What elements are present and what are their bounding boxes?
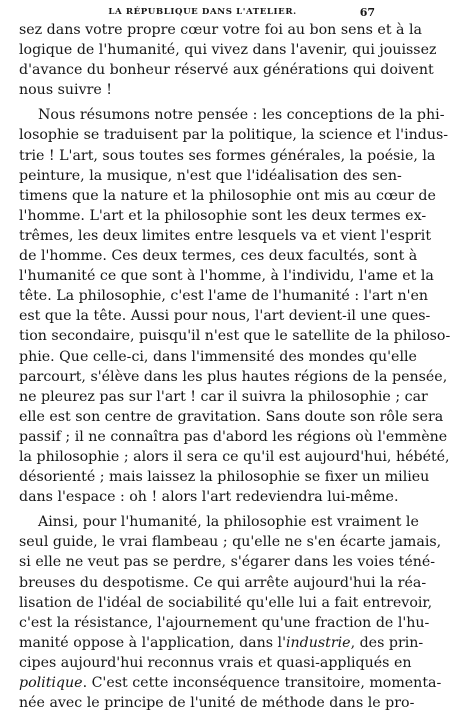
italic-term: industrie bbox=[285, 634, 351, 651]
text-line: Ainsi, pour l'humanité, la philosophie est vraiment le bbox=[38, 514, 419, 531]
text-line: tion secondaire, puisqu'il n'est que le satellite de la philoso- bbox=[19, 328, 450, 345]
text-run: , des prin- bbox=[350, 634, 424, 651]
text-line: tête. La philosophie, c'est l'ame de l'humanité : l'art n'en bbox=[19, 288, 429, 305]
text-line: est que la tête. Aussi pour nous, l'art devient-il une ques- bbox=[19, 308, 431, 325]
italic-term: politique bbox=[19, 675, 83, 691]
text-line: parcourt, s'élève dans les plus hautes régions de la pensée, bbox=[19, 368, 448, 385]
page-number: 67 bbox=[359, 6, 375, 19]
text-line: passif ; il ne connaîtra pas d'abord les régions où l'emmène bbox=[19, 428, 448, 445]
text-line: trie ! L'art, sous toutes ses formes générales, la poésie, la bbox=[19, 147, 436, 164]
text-line: cipes aujourd'hui reconnus vrais et quasi-appliqués en bbox=[19, 654, 412, 671]
text-line: dans l'espace : oh ! alors l'art redeviendra lui-même. bbox=[19, 489, 399, 506]
text-line: elle est son centre de gravitation. Sans doute son rôle sera bbox=[19, 408, 444, 425]
text-line bbox=[19, 633, 424, 653]
text-run: manité oppose à l'application, dans l' bbox=[19, 634, 286, 651]
text-line: c'est la résistance, l'ajournement qu'une fraction de l'hu- bbox=[19, 614, 430, 631]
text-line: losophie se traduisent par la politique, la science et l'indus- bbox=[19, 127, 449, 144]
text-line: si elle ne veut pas se perdre, s'égarer dans les voies téné- bbox=[19, 554, 436, 571]
text-line: nous suivre ! bbox=[19, 82, 112, 99]
text-line: lisation de l'idéal de sociabilité qu'elle lui a fait entrevoir, bbox=[19, 594, 433, 611]
text-line bbox=[19, 673, 442, 693]
text-line: d'avance du bonheur réservé aux générations qui doivent bbox=[19, 62, 434, 79]
text-line: timens que la nature et la philosophie ont mis au cœur de bbox=[19, 187, 436, 204]
text-line: de l'homme. Ces deux termes, ces deux facultés, sont à bbox=[19, 248, 418, 265]
text-line: seul guide, le vrai flambeau ; qu'elle ne s'en écarte jamais, bbox=[19, 534, 442, 551]
text-line: phie. Que celle-ci, dans l'immensité des mondes qu'elle bbox=[19, 348, 417, 365]
text-run: . C'est cette inconséquence transitoire, momenta- bbox=[82, 675, 442, 691]
text-line: désorienté ; mais laissez la philosophie se fixer un milieu bbox=[19, 469, 430, 486]
text-line: née avec le principe de l'unité de méthode dans le pro- bbox=[19, 695, 415, 712]
text-line: Nous résumons notre pensée : les conceptions de la phi- bbox=[38, 107, 445, 124]
text-line: breuses du despotisme. Ce qui arrête aujourd'hui la réa- bbox=[19, 574, 427, 591]
running-title: LA RÉPUBLIQUE DANS L'ATELIER. bbox=[108, 7, 297, 17]
text-line: logique de l'humanité, qui vivez dans l'avenir, qui jouissez bbox=[19, 42, 437, 59]
text-line: peinture, la musique, n'est que l'idéalisation des sen- bbox=[19, 167, 402, 184]
body-text bbox=[19, 20, 450, 713]
text-line: l'homme. L'art et la philosophie sont les deux termes ex- bbox=[19, 207, 427, 224]
text-line: sez dans votre propre cœur votre foi au bon sens et à la bbox=[19, 22, 422, 38]
text-line: ne pleurez pas sur l'art ! car il suivra la philosophie ; car bbox=[19, 388, 428, 405]
text-line: trêmes, les deux limites entre lesquels va et vient l'esprit bbox=[19, 227, 432, 244]
text-line: la philosophie ; alors il sera ce qu'il est aujourd'hui, hébété, bbox=[19, 448, 450, 465]
text-line: l'humanité ce que sont à l'homme, à l'individu, l'ame et la bbox=[19, 268, 434, 285]
